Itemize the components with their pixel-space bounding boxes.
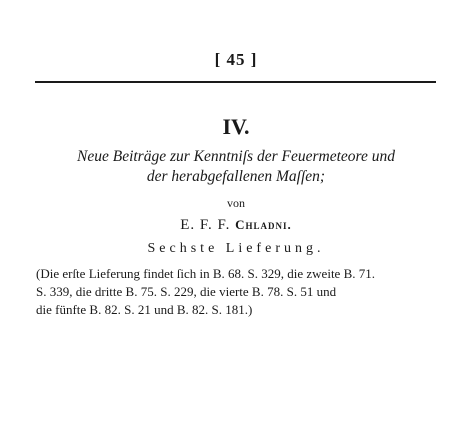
byline-preposition: von — [227, 196, 245, 210]
author-line — [0, 217, 472, 234]
author-initials: E. F. F. — [180, 217, 236, 233]
page-number: [ 45 ] — [214, 50, 258, 69]
author-name: Chladni. — [235, 217, 292, 232]
reference-note-line-3: die fünfte B. 82. S. 21 und B. 82. S. 181.) — [36, 302, 253, 317]
reference-note-line-2: S. 339, die dritte B. 75. S. 229, die vierte B. 78. S. 51 und — [36, 284, 337, 299]
section-numeral: IV. — [222, 114, 250, 139]
article-title-line-2: der herabgefallenen Maſſen; — [146, 168, 326, 185]
delivery-heading: Sechste Lieferung. — [147, 241, 325, 256]
header-rule — [35, 81, 436, 83]
reference-note-line-1: (Die erſte Lieferung findet ſich in B. 68. S. 329, die zweite B. 71. — [36, 266, 375, 281]
article-title-line-1: Neue Beiträge zur Kenntniſs der Feuermeteore und — [77, 148, 395, 165]
